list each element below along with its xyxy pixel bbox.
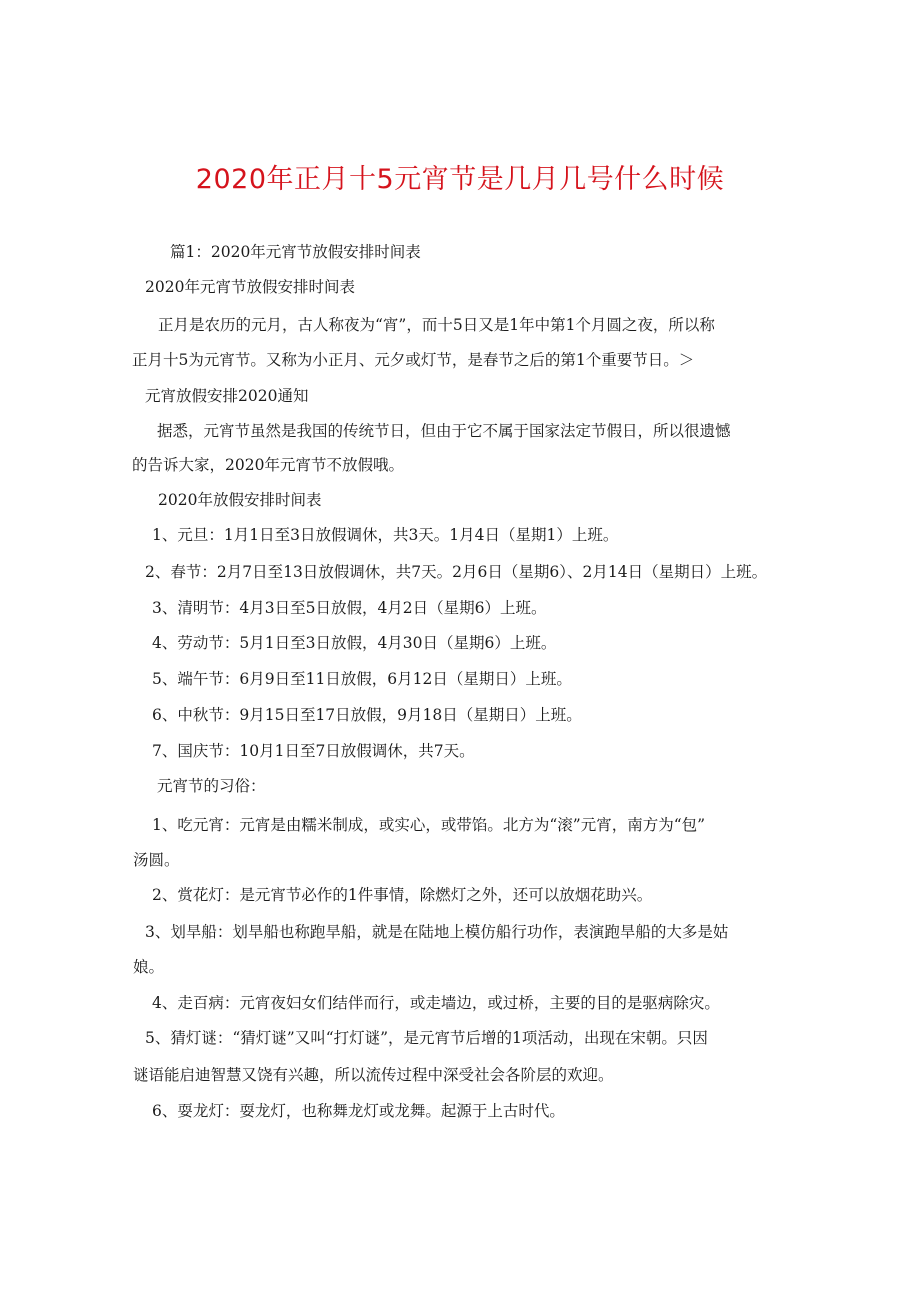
list-item: 5、端午节：6月9日至11日放假，6月12日（星期日）上班。 — [152, 670, 572, 688]
list-item: 6、耍龙灯：耍龙灯，也称舞龙灯或龙舞。起源于上古时代。 — [152, 1102, 565, 1120]
list-item: 1、元旦：1月1日至3日放假调休，共3天。1月4日（星期1）上班。 — [152, 526, 619, 544]
list-item: 6、中秋节：9月15日至17日放假，9月18日（星期日）上班。 — [152, 706, 582, 724]
subheading: 元宵放假安排2020通知 — [145, 387, 309, 405]
list-item: 3、划旱船：划旱船也称跑旱船，就是在陆地上模仿船行功作，表演跑旱船的大多是姑 — [145, 923, 729, 941]
list-item: 3、清明节：4月3日至5日放假，4月2日（星期6）上班。 — [152, 599, 547, 617]
subheading: 2020年放假安排时间表 — [158, 491, 322, 509]
paragraph-line: 正月十5为元宵节。又称为小正月、元夕或灯节，是春节之后的第1个重要节日。＞ — [132, 351, 695, 369]
list-item: 2、春节：2月7日至13日放假调休，共7天。2月6日（星期6）、2月14日（星期日）上班。 — [145, 563, 768, 581]
document-title: 2020年正月十5元宵节是几月几号什么时候 — [195, 164, 725, 195]
list-item-continuation: 汤圆。 — [133, 851, 180, 869]
paragraph-line: 正月是农历的元月，古人称夜为“宵”，而十5日又是1年中第1个月圆之夜，所以称 — [158, 316, 715, 334]
subheading: 元宵节的习俗： — [157, 777, 266, 795]
list-item: 4、劳动节：5月1日至3日放假，4月30日（星期6）上班。 — [152, 634, 557, 652]
list-item-continuation: 谜语能启迪智慧又饶有兴趣，所以流传过程中深受社会各阶层的欢迎。 — [133, 1066, 614, 1084]
section-heading: 篇1：2020年元宵节放假安排时间表 — [170, 243, 421, 261]
list-item: 2、赏花灯：是元宵节必作的1件事情，除燃灯之外，还可以放烟花助兴。 — [152, 886, 653, 904]
subheading: 2020年元宵节放假安排时间表 — [145, 278, 355, 296]
list-item: 4、走百病：元宵夜妇女们结伴而行，或走墙边，或过桥，主要的目的是驱病除灾。 — [152, 994, 720, 1012]
list-item: 5、猜灯谜：“猜灯谜”又叫“打灯谜”，是元宵节后增的1项活动，出现在宋朝。只因 — [145, 1029, 708, 1047]
list-item: 7、国庆节：10月1日至7日放假调休，共7天。 — [152, 742, 475, 760]
paragraph-line: 的告诉大家，2020年元宵节不放假哦。 — [132, 456, 404, 474]
paragraph-line: 据悉，元宵节虽然是我国的传统节日，但由于它不属于国家法定节假日，所以很遗憾 — [157, 422, 731, 440]
list-item-continuation: 娘。 — [133, 958, 165, 976]
list-item: 1、吃元宵：元宵是由糯米制成，或实心，或带馅。北方为“滚”元宵，南方为“包” — [152, 816, 706, 834]
